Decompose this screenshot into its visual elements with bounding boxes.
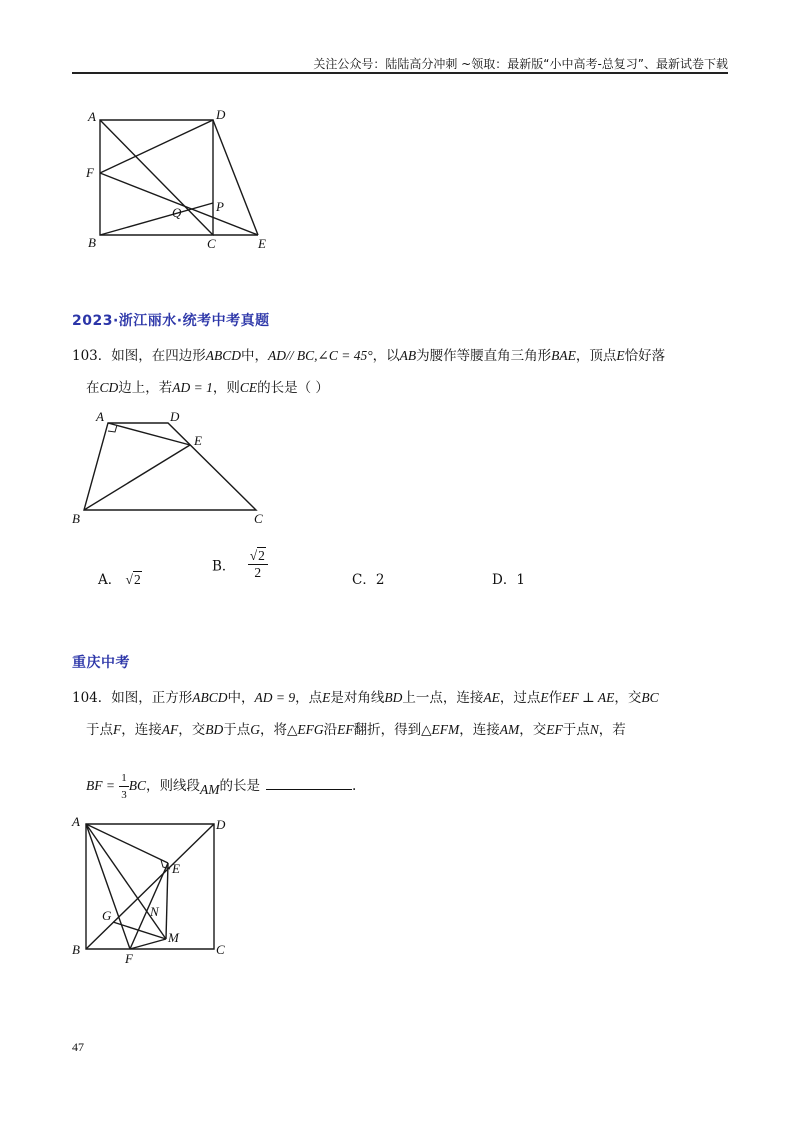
fig3-label-d: D — [216, 817, 226, 832]
option-a[interactable] — [98, 568, 142, 588]
question-104-number: 104． — [72, 690, 112, 706]
question-103-line2: 在CD边上，若AD = 1，则CE的长是（ ） — [86, 380, 329, 396]
figure-1-svg — [80, 105, 290, 255]
option-a-value: √2 — [125, 572, 141, 587]
question-104-line2: 于点F，连接AF，交BD于点G，将△EFG沿EF翻折，得到△EFM，连接AM，交EF于点N，若 — [86, 722, 626, 738]
figure-3-svg — [70, 812, 250, 972]
header-rule — [72, 72, 728, 74]
fig3-label-m: M — [168, 930, 179, 945]
fig3-label-c: C — [216, 942, 225, 957]
fig2-ae — [108, 423, 190, 445]
fig3-label-g: G — [102, 908, 112, 923]
fig1-bp — [100, 203, 213, 235]
fig3-gm — [113, 922, 166, 939]
question-104-line3: BF = $\frac{1}{3}$ BC，则线段AM的长是 . — [86, 772, 357, 801]
section-title-chongqing: 重庆中考 — [72, 655, 130, 671]
fig3-em — [166, 863, 168, 939]
fig1-label-f: F — [86, 165, 94, 180]
fig1-ac — [100, 120, 213, 235]
option-c-label: C． — [352, 572, 376, 588]
figure-2-svg — [70, 405, 280, 535]
fig3-label-f: F — [125, 951, 133, 966]
fig3-af — [86, 824, 130, 949]
fig2-right-angle — [108, 425, 117, 432]
fig1-label-b: B — [88, 235, 96, 250]
fig3-label-a: A — [72, 814, 80, 829]
option-c[interactable] — [352, 568, 384, 588]
fig3-am — [86, 824, 166, 939]
fig2-label-c: C — [254, 511, 263, 526]
page-number: 47 — [72, 1040, 84, 1054]
fig2-trapezoid — [84, 423, 256, 510]
option-b-label: B． — [212, 558, 236, 575]
page-header: 关注公众号：陆陆高分冲刺 ~领取：最新版“小中高考-总复习”、最新试卷下载 — [313, 57, 728, 71]
section-title-2023: 2023·浙江丽水·统考中考真题 — [72, 313, 270, 329]
question-103-line1: 103．如图，在四边形ABCD中，AD// BC,∠C = 45°，以AB为腰作等腰直角三角形BAE，顶点E恰好落 — [72, 348, 666, 364]
figure-2 — [70, 405, 280, 535]
fig3-ef — [130, 863, 168, 949]
question-104-line1: 104．如图，正方形ABCD中，AD = 9，点E是对角线BD上一点，连接AE，过点E作EF ⊥ AE，交BC — [72, 690, 659, 706]
option-d[interactable] — [492, 568, 525, 588]
fig2-label-e: E — [194, 433, 202, 448]
option-d-value: 1 — [516, 572, 525, 588]
fig1-fd — [100, 120, 213, 173]
fig1-label-q: Q — [172, 205, 182, 220]
fig1-label-d: D — [216, 107, 226, 122]
fig2-label-b: B — [72, 511, 80, 526]
fig1-label-c: C — [207, 236, 216, 251]
answer-blank[interactable] — [266, 775, 352, 790]
figure-3 — [70, 812, 250, 972]
fig3-bd — [86, 824, 214, 949]
fig1-fe — [100, 173, 258, 235]
fig3-label-e: E — [172, 861, 180, 876]
fig3-label-b: B — [72, 942, 80, 957]
question-103-number: 103． — [72, 348, 112, 364]
option-b[interactable] — [212, 548, 268, 581]
fig3-fm — [130, 939, 166, 949]
fig2-label-d: D — [170, 409, 180, 424]
figure-1 — [80, 105, 290, 255]
option-c-value: 2 — [375, 572, 385, 588]
option-b-value: $\frac{√2}{2}$ — [248, 548, 268, 581]
fig1-de — [213, 120, 258, 235]
fig2-label-a: A — [96, 409, 104, 424]
option-a-label: A． — [98, 572, 122, 588]
fig1-label-a: A — [88, 109, 96, 124]
fig1-label-p: P — [216, 199, 224, 214]
fig3-label-n: N — [150, 904, 159, 919]
fig1-label-e: E — [258, 236, 266, 251]
option-d-label: D． — [492, 572, 517, 588]
